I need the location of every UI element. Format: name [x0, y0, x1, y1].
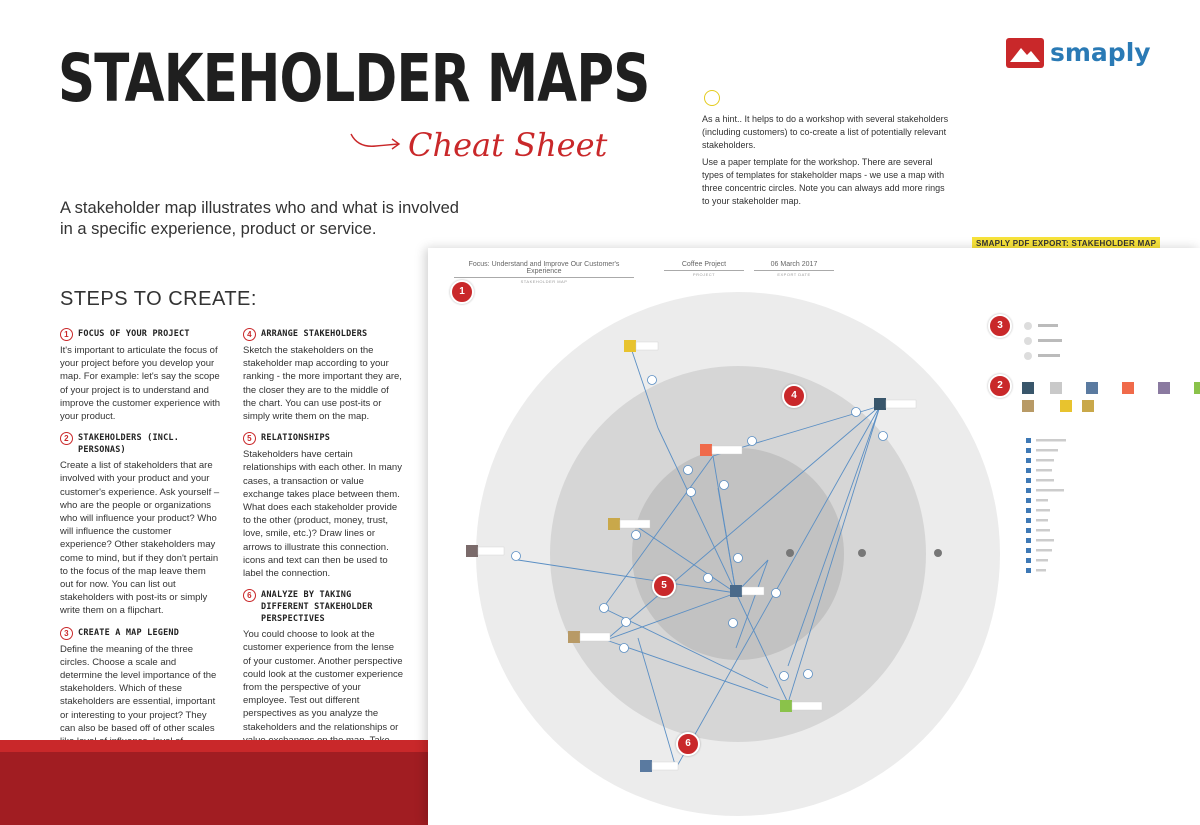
map-focus: Focus: Understand and Improve Our Customer's Experience — [454, 261, 634, 278]
relationship-label-list — [1036, 439, 1066, 572]
page-subtitle: Cheat Sheet — [408, 126, 608, 164]
step-badge-5: 5 — [652, 574, 676, 598]
step-number: 1 — [60, 328, 73, 341]
step-badge-1: 1 — [450, 280, 474, 304]
hint-paragraph: Use a paper template for the workshop. There are several types of templates for stakeholder maps - we use a map with three concentric circles. Note you can always add more rings to your stakeholder map. — [702, 157, 945, 206]
export-tag: SMAPLY PDF EXPORT: STAKEHOLDER MAP — [972, 237, 1160, 250]
step-number: 4 — [243, 328, 256, 341]
ring-marker — [934, 549, 942, 557]
step-title: FOCUS OF YOUR PROJECT — [78, 329, 190, 339]
step-badge-2: 2 — [988, 374, 1012, 398]
step-title: STAKEHOLDERS (INCL. PERSONAS) — [78, 433, 180, 456]
step-5 — [243, 432, 403, 580]
hint-box — [702, 113, 952, 212]
field-caption: EXPORT DATE — [777, 272, 811, 277]
map-project: Coffee Project — [664, 261, 744, 271]
step-text: You could choose to look at the customer experience from the lense of your customer. Another perspective could look at the customer experience from the perspective of your employee. Test out different perspectives as you analyze the stakeholders and the relationships or — [243, 629, 404, 733]
hint-paragraph: As a hint.. It helps to do a workshop with several stakeholders (including customers) to co-create a list of potentially relevant stakeholders. — [702, 114, 949, 150]
step-badge-4: 4 — [782, 384, 806, 408]
ring-marker — [786, 549, 794, 557]
steps-column-right — [243, 328, 403, 796]
step-title: CREATE A MAP LEGEND — [78, 627, 180, 638]
step-title: ANALYZE BY TAKING DIFFERENT STAKEHOLDER PERSPECTIVES — [261, 590, 373, 625]
step-4 — [243, 328, 403, 423]
step-text: Sketch the stakeholders on the stakeholder map according to your ranking - the more important they are, the closer they are to the middle of the chart. You can use post-its or simply write them on the map. — [243, 345, 402, 423]
step-badge-6: 6 — [676, 732, 700, 756]
stakeholder-map-diagram — [428, 248, 1200, 825]
steps-column-left — [60, 328, 220, 784]
relationship-icon-list — [1026, 438, 1031, 573]
step-2 — [60, 432, 220, 617]
page-title: STAKEHOLDER MAPS — [58, 40, 650, 117]
step-text: Define the meaning of the three circles. Choose a scale and determine the level importance of the stakeholders. Which of these stakeholders are essential, important or interesting to your project? They can also be based off of other scales — [60, 643, 217, 734]
smaply-logo-icon — [1006, 38, 1044, 68]
step-badge-3: 3 — [988, 314, 1012, 338]
step-number: 2 — [60, 432, 73, 445]
map-legend — [1022, 322, 1200, 412]
steps-title: STEPS TO CREATE: — [60, 288, 257, 310]
step-number: 3 — [60, 627, 73, 640]
arrow-icon — [348, 128, 408, 154]
step-number: 5 — [243, 432, 256, 445]
footer-band — [0, 740, 430, 752]
step-title: RELATIONSHIPS — [261, 433, 331, 444]
step-text: Create a list of stakeholders that are involved with your product and your customer's experience. Ask yourself – who are the people or organizations who will influence your product? Who will influence the customer experience? Other stakeholders may come to mind, but if they don't pertain to the focus of the map leave them out for now. You can list out stakeholders with post-its or simply write them on a flipchart. — [60, 460, 220, 617]
step-title: ARRANGE STAKEHOLDERS — [261, 329, 368, 339]
footer-band-dark — [0, 752, 430, 825]
brand-name: smaply — [1050, 38, 1151, 67]
ring-marker — [858, 549, 866, 557]
step-1 — [60, 328, 220, 423]
field-caption: STAKEHOLDER MAP — [520, 279, 568, 284]
step-text: Stakeholders have certain relationships with each other. In many cases, a transaction or value exchange takes place between them. What does each stakeholder provide to the other (product, money, trust, love, smile, etc.)? Draw lines or arrows to illustrate this connection. icons and text can then be used to label the connection. — [243, 449, 402, 580]
intro-text: A stakeholder map illustrates who and what is involved in a specific experience, product or service. — [60, 199, 459, 238]
lightbulb-icon — [704, 90, 720, 106]
map-date: 06 March 2017 — [754, 261, 834, 271]
step-text: It's important to articulate the focus of your project before you develop your map. For example: let's say the scope of your project is to understand and improve the customer experience with your product. — [60, 345, 220, 423]
stakeholder-map-preview — [428, 248, 1200, 825]
step-number: 6 — [243, 589, 256, 602]
field-caption: PROJECT — [692, 272, 716, 277]
